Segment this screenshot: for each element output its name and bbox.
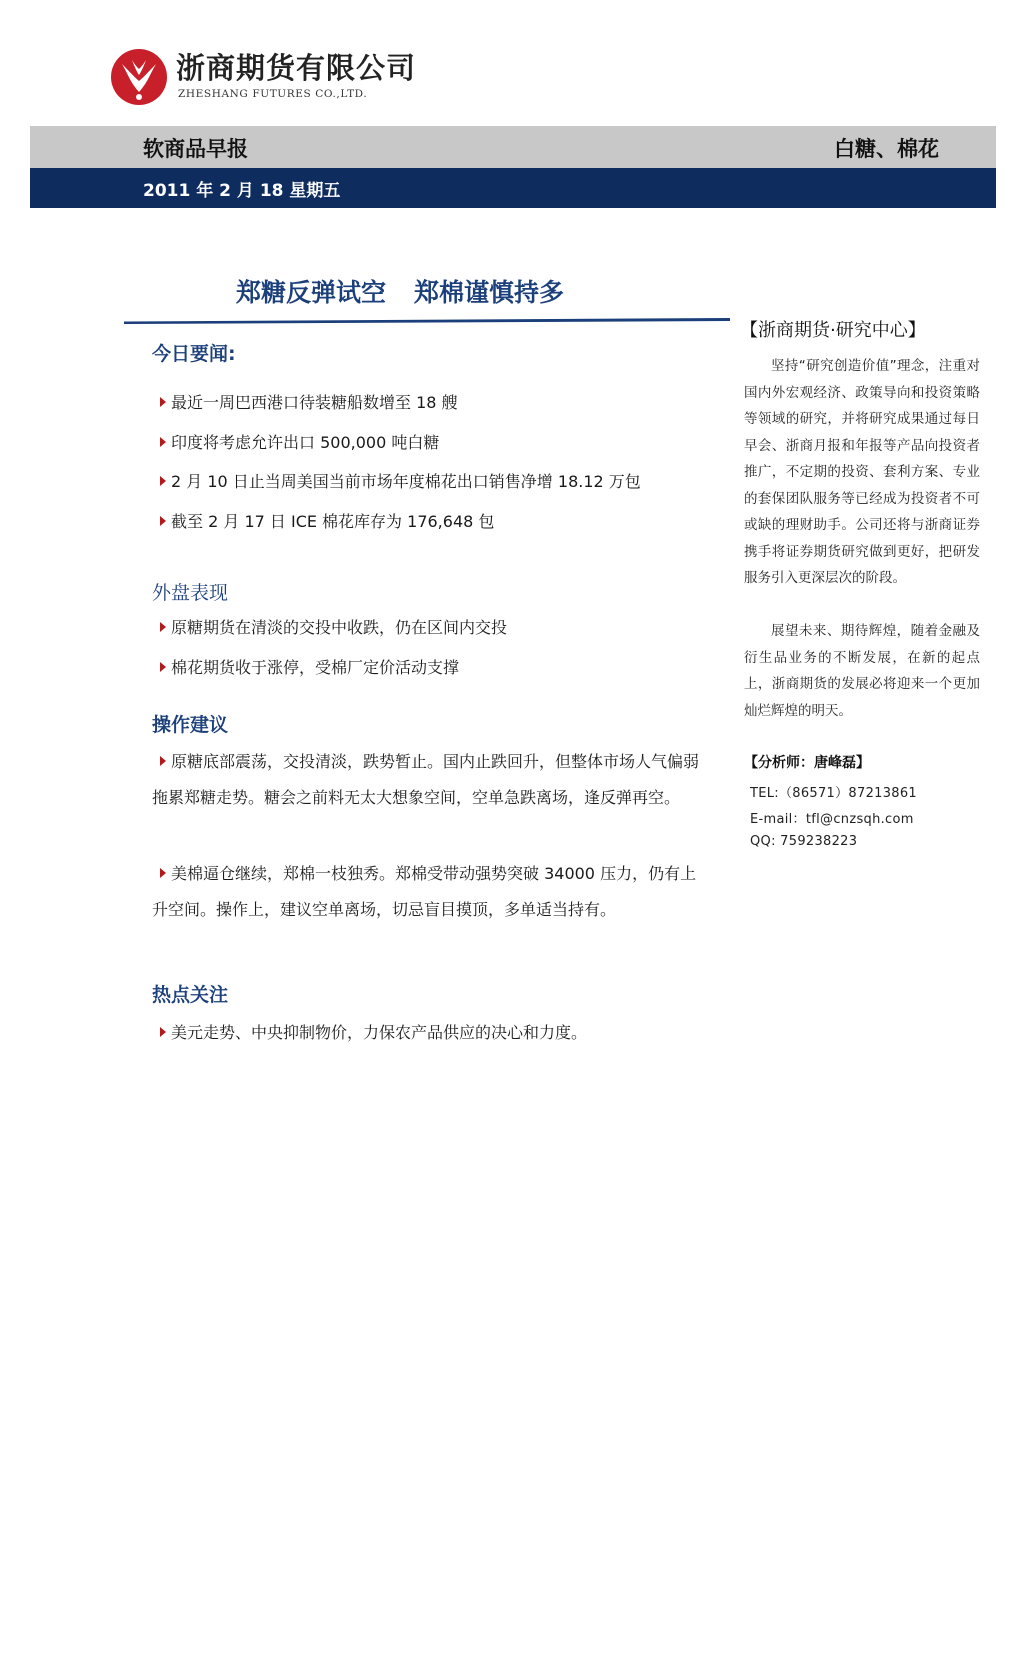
company-name-en: ZHESHANG FUTURES CO.,LTD.: [178, 88, 368, 100]
company-logo: [110, 46, 417, 108]
headline: [236, 273, 564, 309]
bullet-arrow-icon: [160, 397, 166, 407]
headline-part1: 郑糖反弹试空: [236, 278, 387, 307]
bullet-arrow-icon: [160, 622, 166, 632]
headline-divider: [124, 318, 730, 324]
bullet-arrow-icon: [160, 1027, 166, 1037]
report-type: 软商品早报: [143, 137, 248, 161]
hot-item: 美元走势、中央抑制物价，力保农产品供应的决心和力度。: [160, 1020, 587, 1043]
external-section-title: 外盘表现: [152, 582, 229, 604]
bullet-arrow-icon: [160, 476, 166, 486]
advice-paragraph: 原糖底部震荡，交投清淡，跌势暂止。国内止跌回升，但整体市场人气偏弱拖累郑糖走势。糖会之前料无太大想象空间，空单急跌离场，逢反弹再空。: [152, 752, 700, 807]
news-item: 2 月 10 日止当周美国当前市场年度棉花出口销售净增 18.12 万包: [160, 469, 641, 492]
advice-paragraph: 美棉逼仓继续，郑棉一枝独秀。郑棉受带动强势突破 34000 压力，仍有上升空间。操作上，建议空单离场，切忌盲目摸顶，多单适当持有。: [152, 864, 697, 919]
bullet-arrow-icon: [160, 662, 166, 672]
bullet-arrow-icon: [160, 437, 166, 447]
research-center-outlook: 展望未来、期待辉煌，随着金融及衍生品业务的不断发展，在新的起点上，浙商期货的发展必将迎来一个更加灿烂辉煌的明天。: [744, 623, 980, 719]
analyst-name: 【分析师：唐峰磊】: [744, 755, 870, 771]
analyst-email: E-mail：tfl@cnzsqh.com: [750, 812, 914, 827]
report-date: 2011 年 2 月 18 星期五: [143, 181, 341, 201]
news-item: 最近一周巴西港口待装糖船数增至 18 艘: [160, 390, 458, 413]
analyst-tel: TEL:（86571）87213861: [750, 786, 918, 801]
company-logo-icon: [110, 48, 168, 106]
news-item: 印度将考虑允许出口 500,000 吨白糖: [160, 430, 439, 453]
external-item: 棉花期货收于涨停，受棉厂定价活动支撑: [160, 655, 459, 678]
research-center-intro: 坚持“研究创造价值”理念，注重对国内外宏观经济、政策导向和投资策略等领域的研究，并将研究成果通过每日早会、浙商月报和年报等产品向投资者推广，不定期的投资、套利方案、专业的套保团队服务等已经成为投资者不可或缺的理财助手。公司还将与浙商证券携手将证券期货研究做到更好，把研发服务引入更深层次的阶段。: [744, 358, 980, 586]
hot-section-title: 热点关注: [152, 984, 229, 1006]
date-band: [30, 168, 996, 208]
research-center-title: 【浙商期货·研究中心】: [740, 320, 926, 341]
bullet-arrow-icon: [160, 868, 166, 878]
advice-section-title: 操作建议: [152, 714, 229, 736]
bullet-arrow-icon: [160, 516, 166, 526]
headline-part2: 郑棉谨慎持多: [414, 278, 565, 307]
analyst-qq: QQ: 759238223: [750, 834, 858, 849]
report-type-band: [30, 126, 996, 168]
bullet-arrow-icon: [160, 756, 166, 766]
external-item: 原糖期货在清淡的交投中收跌，仍在区间内交投: [160, 615, 507, 638]
company-name-cn: 浙商期货有限公司: [176, 51, 417, 85]
commodities-label: 白糖、棉花: [834, 137, 939, 161]
news-item: 截至 2 月 17 日 ICE 棉花库存为 176,648 包: [160, 509, 494, 532]
news-section-title: 今日要闻:: [152, 343, 236, 365]
